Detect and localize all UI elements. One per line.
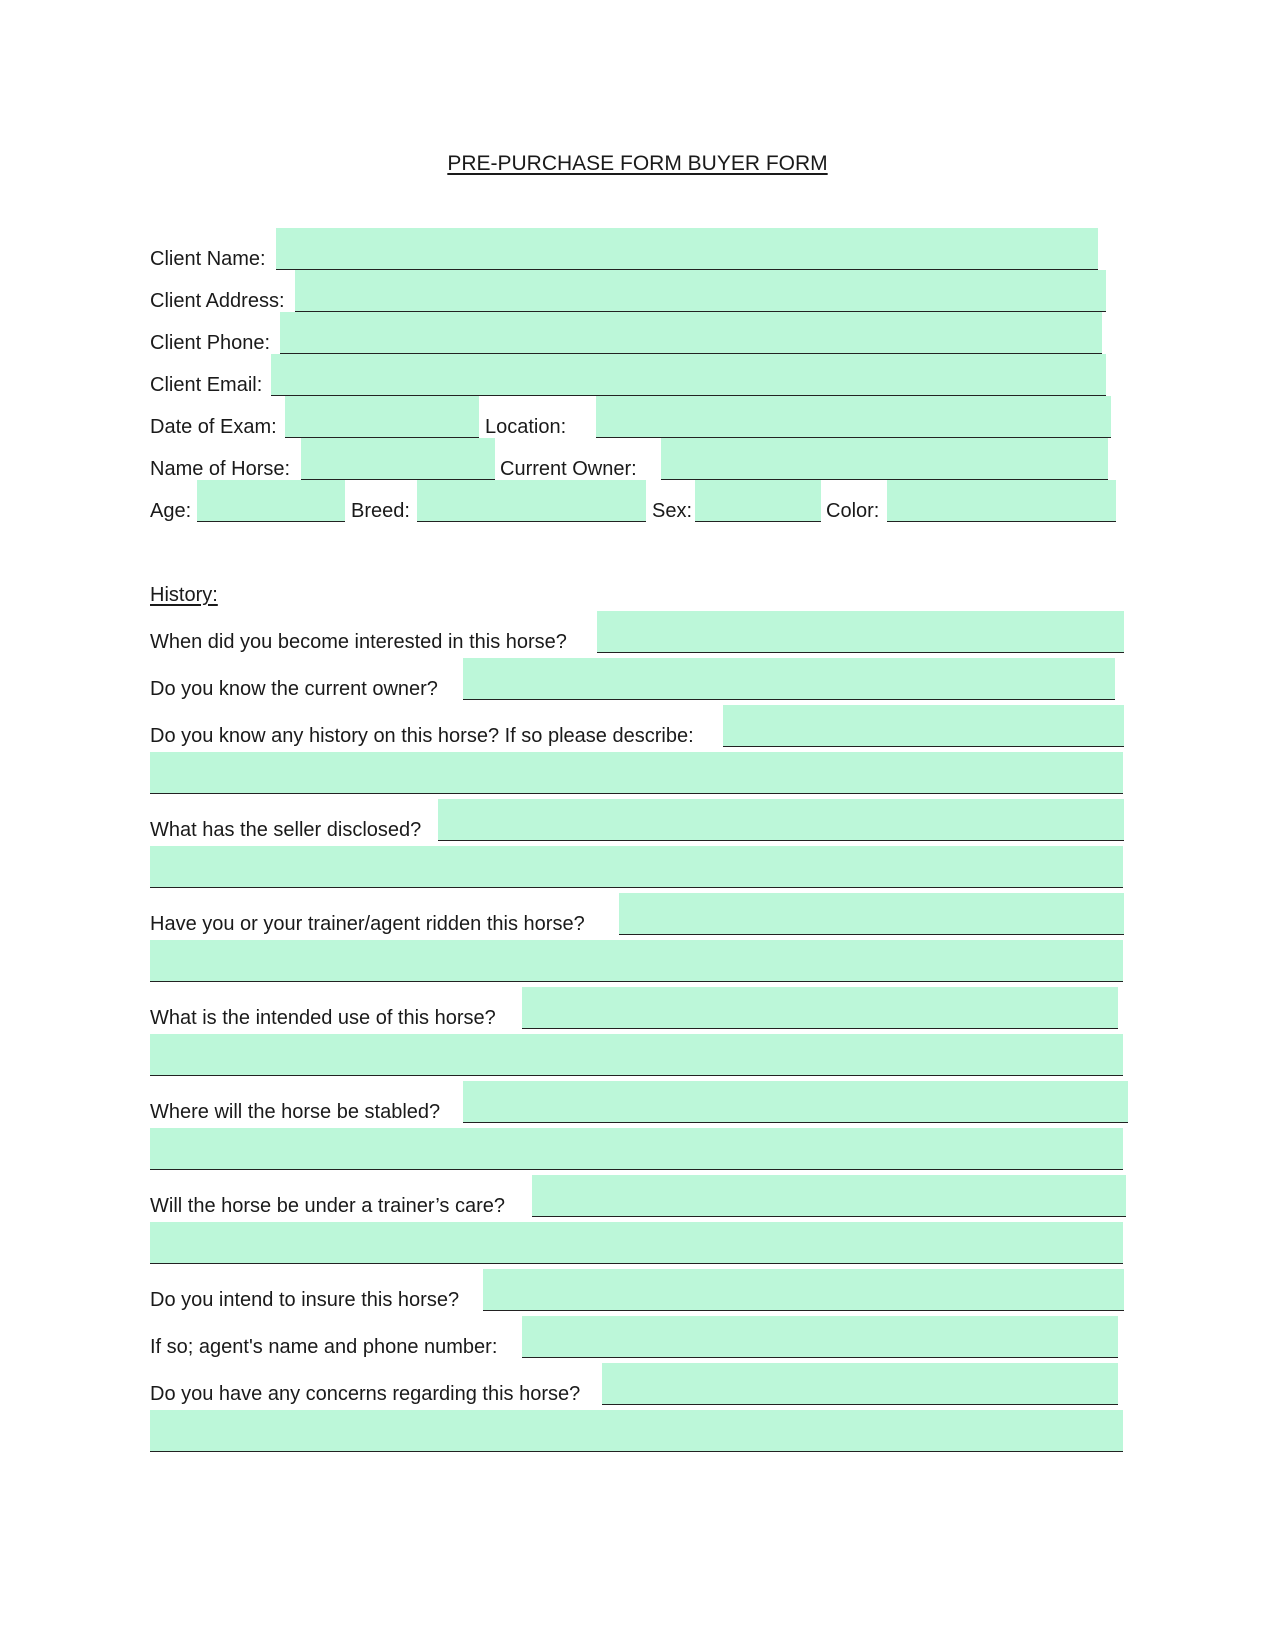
q-disclosed-label: What has the seller disclosed? xyxy=(150,819,422,841)
q-trainer-label: Will the horse be under a trainer’s care? xyxy=(150,1195,505,1217)
q-agent-label: If so; agent's name and phone number: xyxy=(150,1336,498,1358)
q-ridden-label: Have you or your trainer/agent ridden this horse? xyxy=(150,913,585,935)
q-disclosed-field[interactable] xyxy=(438,799,1124,841)
q-ridden-field[interactable] xyxy=(619,893,1124,935)
q-history-label: Do you know any history on this horse? If so please describe: xyxy=(150,725,694,747)
client-name-label: Client Name: xyxy=(150,248,266,270)
client-phone-field[interactable] xyxy=(280,312,1102,354)
q-concerns-label: Do you have any concerns regarding this horse? xyxy=(150,1383,581,1405)
q-stabled-field-line-2[interactable] xyxy=(150,1128,1123,1170)
q-interested-label: When did you become interested in this horse? xyxy=(150,631,567,653)
client-address-field[interactable] xyxy=(295,270,1106,312)
age-field[interactable] xyxy=(197,480,345,522)
q-owner-label: Do you know the current owner? xyxy=(150,678,438,700)
q-disclosed-field-line-2[interactable] xyxy=(150,846,1123,888)
q-use-field-line-2[interactable] xyxy=(150,1034,1123,1076)
form-title: PRE-PURCHASE FORM BUYER FORM xyxy=(447,152,828,175)
q-stabled-label: Where will the horse be stabled? xyxy=(150,1101,441,1123)
q-owner-field[interactable] xyxy=(463,658,1115,700)
date-of-exam-label: Date of Exam: xyxy=(150,416,277,438)
q-history-field[interactable] xyxy=(723,705,1124,747)
q-concerns-field[interactable] xyxy=(602,1363,1118,1405)
q-trainer-field[interactable] xyxy=(532,1175,1126,1217)
q-insure-field[interactable] xyxy=(483,1269,1124,1311)
breed-label: Breed: xyxy=(351,500,410,522)
sex-field[interactable] xyxy=(695,480,821,522)
q-insure-label: Do you intend to insure this horse? xyxy=(150,1289,460,1311)
q-history-field-line-2[interactable] xyxy=(150,752,1123,794)
q-use-field[interactable] xyxy=(522,987,1118,1029)
horse-name-label: Name of Horse: xyxy=(150,458,291,480)
q-ridden-field-line-2[interactable] xyxy=(150,940,1123,982)
location-label: Location: xyxy=(485,416,567,438)
current-owner-label: Current Owner: xyxy=(500,458,637,480)
age-label: Age: xyxy=(150,500,192,522)
client-email-label: Client Email: xyxy=(150,374,263,396)
location-field[interactable] xyxy=(596,396,1111,438)
client-phone-label: Client Phone: xyxy=(150,332,271,354)
breed-field[interactable] xyxy=(417,480,646,522)
color-label: Color: xyxy=(826,500,880,522)
history-heading: History: xyxy=(150,584,218,606)
q-interested-field[interactable] xyxy=(597,611,1124,653)
q-concerns-field-line-2[interactable] xyxy=(150,1410,1123,1452)
horse-name-field[interactable] xyxy=(301,438,495,480)
q-trainer-field-line-2[interactable] xyxy=(150,1222,1123,1264)
client-address-label: Client Address: xyxy=(150,290,285,312)
client-email-field[interactable] xyxy=(271,354,1106,396)
q-use-label: What is the intended use of this horse? xyxy=(150,1007,496,1029)
q-agent-field[interactable] xyxy=(522,1316,1118,1358)
date-of-exam-field[interactable] xyxy=(285,396,479,438)
sex-label: Sex: xyxy=(652,500,693,522)
q-stabled-field[interactable] xyxy=(463,1081,1128,1123)
current-owner-field[interactable] xyxy=(661,438,1108,480)
color-field[interactable] xyxy=(887,480,1116,522)
client-name-field[interactable] xyxy=(276,228,1098,270)
